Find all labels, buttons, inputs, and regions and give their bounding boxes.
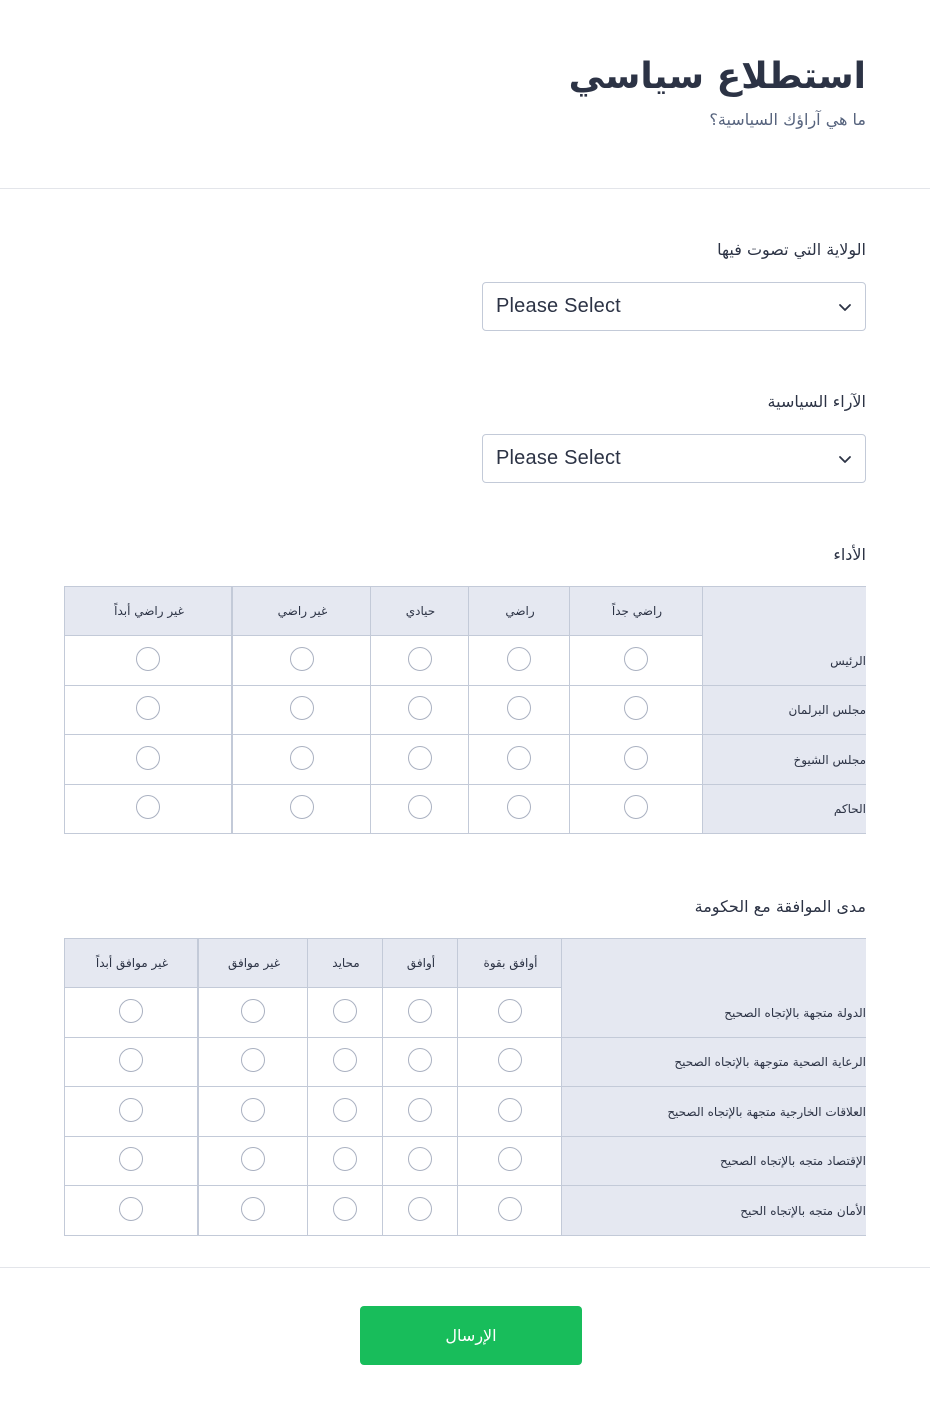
row-label: الأمان متجه بالإتجاه الحيح bbox=[740, 1203, 866, 1218]
matrix-row bbox=[64, 636, 866, 686]
radio-option[interactable] bbox=[290, 795, 314, 819]
radio-option[interactable] bbox=[498, 1147, 522, 1171]
radio-option[interactable] bbox=[498, 1048, 522, 1072]
matrix-row bbox=[64, 686, 866, 735]
row-label: الرعاية الصحية متوجهة بالإتجاه الصحيح bbox=[674, 1055, 866, 1069]
matrix-row bbox=[64, 735, 866, 785]
matrix-header-row bbox=[64, 586, 866, 636]
radio-option[interactable] bbox=[408, 1048, 432, 1072]
row-label: الحاكم bbox=[833, 802, 866, 816]
radio-option[interactable] bbox=[498, 999, 522, 1023]
row-label: الرئيس bbox=[830, 653, 866, 668]
column-header: غير راضي bbox=[233, 586, 371, 636]
row-label: العلاقات الخارجية متجهة بالإتجاه الصحيح bbox=[667, 1104, 866, 1119]
radio-option[interactable] bbox=[241, 1147, 265, 1171]
state-label: الولاية التي تصوت فيها bbox=[717, 240, 866, 259]
column-header: غير موافق bbox=[199, 938, 308, 988]
state-select-value: Please Select bbox=[496, 295, 621, 317]
column-header: أوافق bbox=[383, 938, 458, 988]
radio-option[interactable] bbox=[624, 746, 648, 770]
radio-option[interactable] bbox=[624, 795, 648, 819]
column-header: غير موافق أبداً bbox=[64, 938, 199, 988]
performance-matrix bbox=[64, 586, 866, 834]
radio-option[interactable] bbox=[290, 746, 314, 770]
row-label: الدولة متجهة بالإتجاه الصحيح bbox=[724, 1005, 866, 1020]
radio-option[interactable] bbox=[333, 1048, 357, 1072]
radio-option[interactable] bbox=[624, 696, 648, 720]
state-select[interactable] bbox=[482, 282, 866, 331]
radio-option[interactable] bbox=[290, 696, 314, 720]
radio-option[interactable] bbox=[408, 696, 432, 720]
submit-button[interactable]: الإرسال bbox=[360, 1306, 582, 1365]
radio-option[interactable] bbox=[408, 1098, 432, 1122]
radio-option[interactable] bbox=[507, 795, 531, 819]
row-label: الإقتصاد متجه بالإتجاه الصحيح bbox=[720, 1154, 866, 1168]
performance-label: الأداء bbox=[833, 545, 866, 564]
matrix-row bbox=[64, 988, 866, 1038]
radio-option[interactable] bbox=[136, 696, 160, 720]
radio-option[interactable] bbox=[408, 1147, 432, 1171]
radio-option[interactable] bbox=[624, 647, 648, 671]
radio-option[interactable] bbox=[290, 647, 314, 671]
column-header: غير راضي أبداً bbox=[64, 586, 233, 636]
opinions-select-value: Please Select bbox=[496, 447, 621, 469]
row-label: مجلس البرلمان bbox=[788, 703, 866, 717]
radio-option[interactable] bbox=[408, 647, 432, 671]
radio-option[interactable] bbox=[119, 1098, 143, 1122]
matrix-header-row bbox=[64, 938, 866, 988]
matrix-row bbox=[64, 1186, 866, 1236]
matrix-row bbox=[64, 785, 866, 834]
radio-option[interactable] bbox=[498, 1197, 522, 1221]
radio-option[interactable] bbox=[333, 999, 357, 1023]
radio-option[interactable] bbox=[333, 1098, 357, 1122]
matrix-corner bbox=[562, 938, 866, 988]
column-header: حيادي bbox=[371, 586, 469, 636]
radio-option[interactable] bbox=[119, 1197, 143, 1221]
matrix-row bbox=[64, 1137, 866, 1186]
radio-option[interactable] bbox=[241, 1098, 265, 1122]
radio-option[interactable] bbox=[119, 1048, 143, 1072]
opinions-select[interactable] bbox=[482, 434, 866, 483]
page-title: استطلاع سياسي bbox=[568, 56, 866, 97]
column-header: أوافق بقوة bbox=[458, 938, 562, 988]
radio-option[interactable] bbox=[333, 1147, 357, 1171]
radio-option[interactable] bbox=[119, 1147, 143, 1171]
footer-divider bbox=[0, 1267, 930, 1268]
radio-option[interactable] bbox=[241, 999, 265, 1023]
radio-option[interactable] bbox=[507, 647, 531, 671]
row-label: مجلس الشيوخ bbox=[793, 752, 866, 767]
radio-option[interactable] bbox=[119, 999, 143, 1023]
radio-option[interactable] bbox=[408, 746, 432, 770]
radio-option[interactable] bbox=[408, 1197, 432, 1221]
matrix-row bbox=[64, 1087, 866, 1137]
chevron-down-icon bbox=[838, 300, 852, 314]
radio-option[interactable] bbox=[136, 795, 160, 819]
radio-option[interactable] bbox=[136, 746, 160, 770]
column-header: راضي bbox=[469, 586, 570, 636]
radio-option[interactable] bbox=[408, 999, 432, 1023]
column-header: راضي جداً bbox=[570, 586, 703, 636]
radio-option[interactable] bbox=[136, 647, 160, 671]
radio-option[interactable] bbox=[507, 696, 531, 720]
radio-option[interactable] bbox=[408, 795, 432, 819]
agreement-matrix bbox=[64, 938, 866, 1236]
opinions-label: الآراء السياسية bbox=[767, 392, 866, 411]
radio-option[interactable] bbox=[507, 746, 531, 770]
page-subtitle: ما هي آراؤك السياسية؟ bbox=[709, 110, 866, 129]
matrix-row bbox=[64, 1038, 866, 1087]
radio-option[interactable] bbox=[498, 1098, 522, 1122]
radio-option[interactable] bbox=[333, 1197, 357, 1221]
column-header: محايد bbox=[308, 938, 383, 988]
radio-option[interactable] bbox=[241, 1197, 265, 1221]
chevron-down-icon bbox=[838, 452, 852, 466]
agreement-label: مدى الموافقة مع الحكومة bbox=[694, 897, 866, 916]
matrix-corner bbox=[703, 586, 866, 636]
radio-option[interactable] bbox=[241, 1048, 265, 1072]
form-header bbox=[0, 0, 930, 189]
